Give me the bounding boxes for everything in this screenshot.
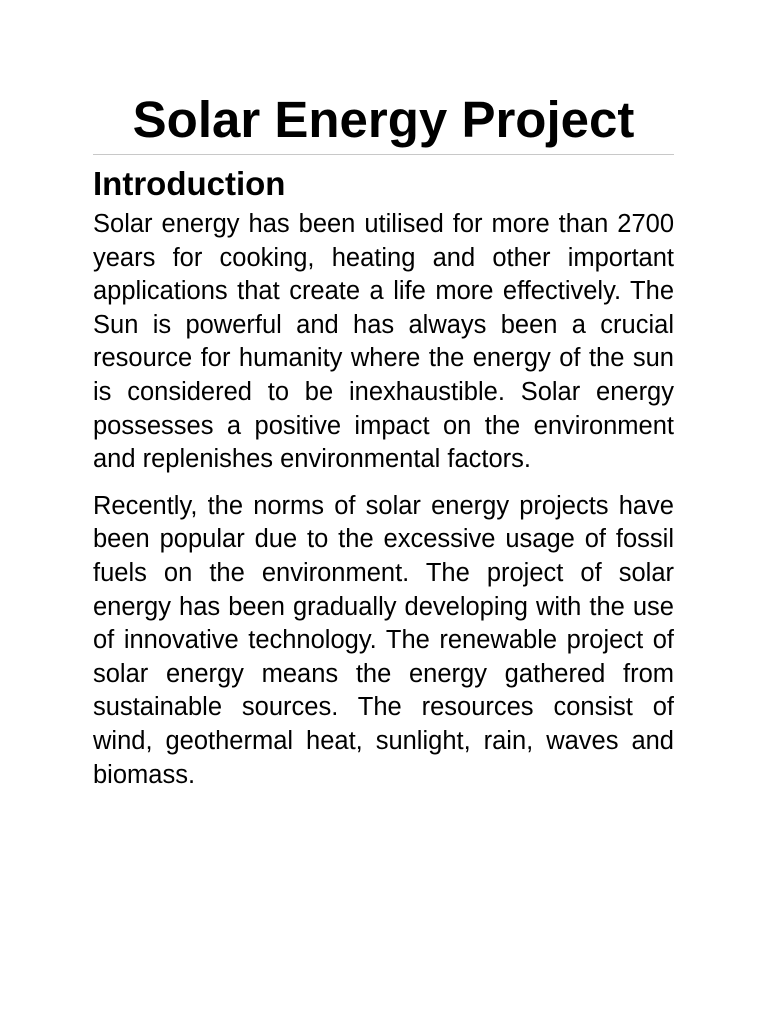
body-paragraph-1: Solar energy has been utilised for more than 2700 years for cooking, heating and other important applications that create a life more effectively. The Sun is powerful and has always been a crucial resource for humanity where the energy of the sun is considered to be inexhaustible. Solar energy possesses a positive impact on the environment and replenishes environmental factors.: [93, 210, 674, 474]
section-heading: Introduction: [93, 165, 286, 202]
title-divider: [93, 154, 674, 155]
document-title: Solar Energy Project: [132, 91, 635, 148]
body-paragraph-2: Recently, the norms of solar energy projects have been popular due to the excessive usage of fossil fuels on the environment. The project of solar energy has been gradually developing with the use of innovative technology. The renewable project of solar energy means the energy gathered from sustainable sources. The resources consist of wind, geothermal heat, sunlight, rain, waves and biomass.: [93, 491, 674, 789]
document-page: [93, 86, 674, 805]
